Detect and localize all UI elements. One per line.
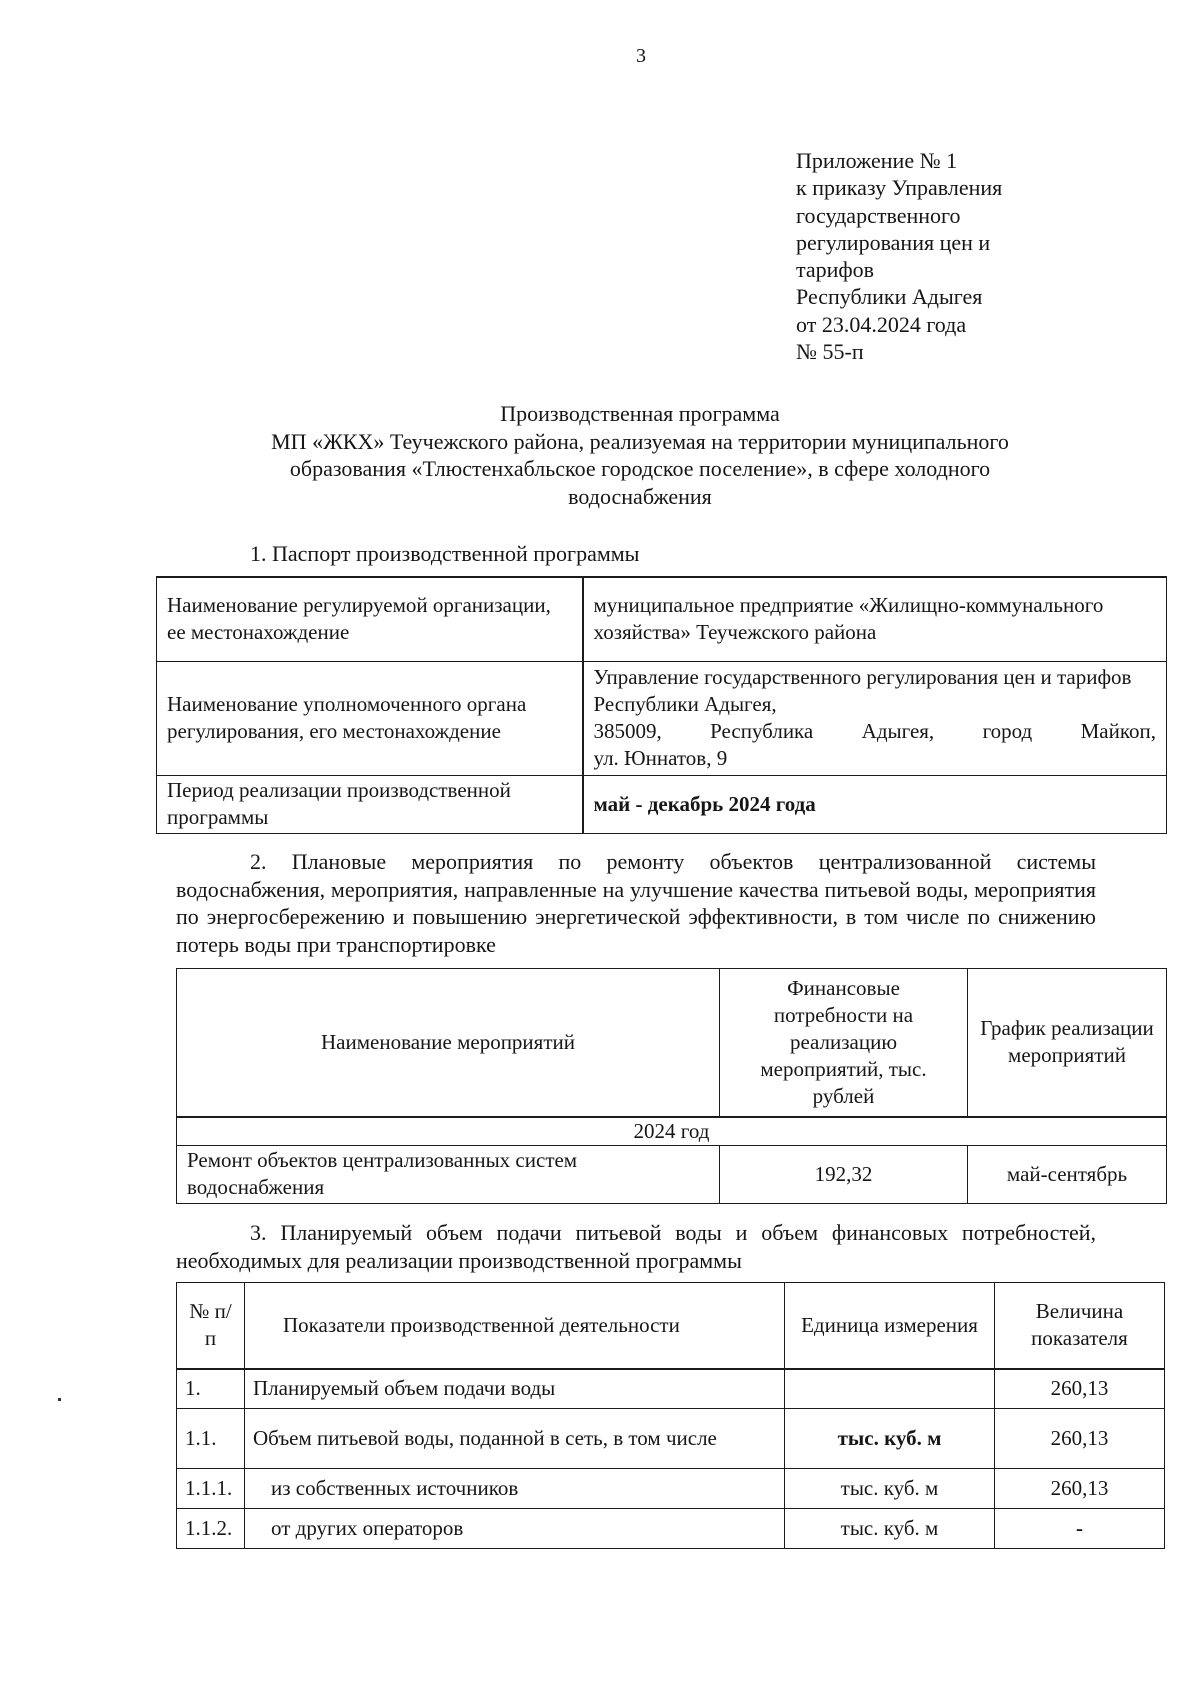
passport-value: май - декабрь 2024 года: [583, 775, 1167, 833]
indicators-table: [176, 1282, 1165, 1549]
appendix-line: государственного: [796, 202, 961, 228]
table-row: [177, 1469, 1165, 1509]
passport-label: Наименование уполномоченного органа регулирования, его местонахождение: [157, 661, 583, 775]
indicator-name: Планируемый объем подачи воды: [245, 1369, 785, 1409]
title-line: образования «Тлюстенхабльское городское поселение», в сфере холодного: [289, 456, 991, 481]
table-row: [177, 1369, 1165, 1409]
passport-value: Управление государственного регулирования цен и тарифов Республики Адыгея,: [593, 665, 1132, 716]
year-row: [177, 1117, 1167, 1146]
col-header-indicator: Показатели производственной деятельности: [245, 1283, 785, 1369]
col-header-unit: Единица измерения: [785, 1283, 995, 1369]
section3-heading-text: 3. Планируемый объем подачи питьевой воды и объем финансовых потребностей, необходимых для реализации производственной программы: [176, 1220, 1096, 1273]
indicator-unit: тыс. куб. м: [785, 1409, 995, 1469]
indicator-value: -: [995, 1509, 1165, 1549]
passport-value: 385009, Республика Адыгея, город Майкоп,: [593, 719, 1156, 743]
indicator-num: 1.1.: [177, 1409, 245, 1469]
indicator-value: 260,13: [995, 1369, 1165, 1409]
appendix-line: тарифов: [796, 257, 875, 283]
indicator-unit: [785, 1369, 995, 1409]
measures-header-row: [177, 969, 1167, 1117]
indicator-name: Объем питьевой воды, поданной в сеть, в том числе: [245, 1409, 785, 1469]
section1-heading: 1. Паспорт производственной программы: [250, 541, 640, 566]
measure-schedule: май-сентябрь: [968, 1145, 1167, 1203]
indicator-unit: тыс. куб. м: [785, 1469, 995, 1509]
section2-heading: [176, 848, 1096, 958]
appendix-line: Республики Адыгея: [796, 284, 983, 310]
indicator-value: 260,13: [995, 1409, 1165, 1469]
col-header-amount: Финансовые потребности на реализацию мероприятий, тыс. рублей: [720, 969, 968, 1117]
passport-table: [156, 576, 1167, 834]
appendix-line: к приказу Управления: [796, 175, 1003, 201]
section3-heading: [176, 1219, 1096, 1274]
title-line: водоснабжения: [568, 483, 712, 509]
col-header-value: Величина показателя: [995, 1283, 1165, 1369]
indicator-value: 260,13: [995, 1469, 1165, 1509]
col-header-schedule: График реализации мероприятий: [968, 969, 1167, 1117]
appendix-line: регулирования цен и: [796, 229, 991, 255]
appendix-block: [796, 147, 1096, 365]
passport-value-cell: [583, 661, 1167, 775]
indicator-name: из собственных источников: [245, 1469, 785, 1509]
passport-row: [157, 577, 1167, 661]
indicators-header-row: [177, 1283, 1165, 1369]
indicator-name: от других операторов: [245, 1509, 785, 1549]
passport-label: Период реализации производственной программы: [157, 775, 583, 833]
scan-speck: [58, 1398, 61, 1401]
table-row: [177, 1409, 1165, 1469]
measure-name: Ремонт объектов централизованных систем водоснабжения: [177, 1145, 720, 1203]
document-title: [200, 400, 1080, 510]
section2-heading-text: 2. Плановые мероприятия по ремонту объектов централизованной системы водоснабжения, мероприятия, направленные на улучшение качества питьевой воды, мероприятия по энергосбережению и повышению энергетической эффективности, в том числе по снижению потерь воды при транспортировке: [176, 849, 1096, 957]
col-header-name: Наименование мероприятий: [177, 969, 720, 1117]
title-line: МП «ЖКХ» Теучежского района, реализуемая на территории муниципального: [271, 428, 1009, 454]
passport-row: [157, 661, 1167, 775]
indicator-unit: тыс. куб. м: [785, 1509, 995, 1549]
page-number: 3: [636, 45, 646, 67]
indicator-num: 1.1.2.: [177, 1509, 245, 1549]
passport-value: ул. Юннатов, 9: [593, 746, 728, 770]
passport-row: [157, 775, 1167, 833]
appendix-line: Приложение № 1: [796, 148, 958, 173]
table-row: [177, 1509, 1165, 1549]
table-row: [177, 1145, 1167, 1203]
title-line: Производственная программа: [500, 401, 780, 426]
appendix-line: № 55-п: [796, 339, 864, 365]
appendix-line: от 23.04.2024 года: [796, 311, 967, 337]
indicator-num: 1.: [177, 1369, 245, 1409]
indicator-num: 1.1.1.: [177, 1469, 245, 1509]
measure-amount: 192,32: [720, 1145, 968, 1203]
col-header-num: № п/п: [177, 1283, 245, 1369]
year-label: 2024 год: [177, 1117, 1167, 1146]
passport-value: муниципальное предприятие «Жилищно-коммунального хозяйства» Теучежского района: [583, 577, 1167, 661]
measures-table: [176, 968, 1167, 1204]
passport-label: Наименование регулируемой организации, ее местонахождение: [157, 577, 583, 661]
